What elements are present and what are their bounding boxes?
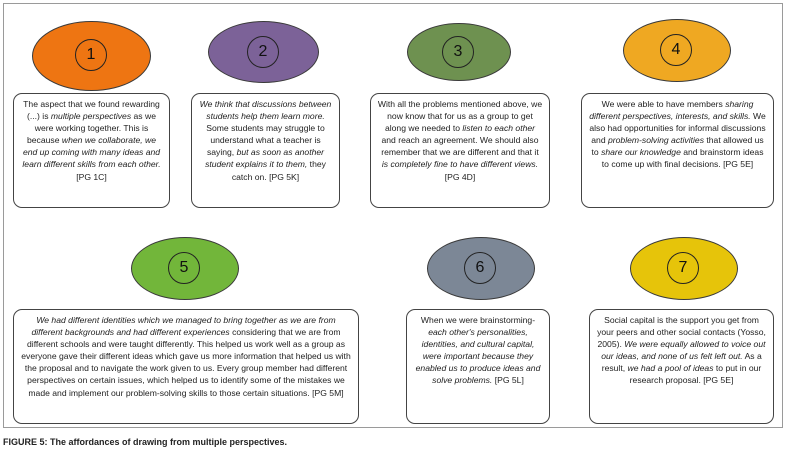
figure-frame bbox=[3, 3, 783, 428]
quote-emphasis: sharing different perspectives, interests, and skills. bbox=[589, 99, 754, 122]
node-3-number: 3 bbox=[442, 36, 474, 68]
quote-emphasis: each other's personalities, identities, and cultural capital, were important because they enabled us to produce ideas and solve problems. bbox=[415, 327, 541, 386]
quote-text: We were able to have members bbox=[601, 99, 726, 109]
quote-text: When we were brainstorming- bbox=[420, 315, 536, 325]
quote-text: Social capital is the support you get from your peers and other social contacts (Yosso, 2005). bbox=[597, 315, 766, 350]
node-6-ellipse bbox=[427, 237, 535, 300]
quote-text: With all the problems mentioned above, we now know that for us as a group to get along we needed to bbox=[377, 99, 543, 134]
quote-text: as we were working together. This is because bbox=[27, 111, 156, 146]
node-7-number: 7 bbox=[667, 252, 699, 284]
node-4-number: 4 bbox=[660, 34, 692, 66]
node-6-number: 6 bbox=[464, 252, 496, 284]
node-1-number: 1 bbox=[75, 39, 107, 71]
node-6-quote bbox=[406, 309, 550, 424]
quote-emphasis: listen to each other bbox=[462, 123, 536, 134]
node-4-ellipse bbox=[623, 19, 731, 82]
quote-text: We also had opportunities for informal discussions and bbox=[589, 111, 766, 146]
node-3-quote bbox=[370, 93, 550, 208]
quote-emphasis: is completely fine to have different views. bbox=[381, 159, 539, 170]
node-4-quote bbox=[581, 93, 774, 208]
quote-emphasis: problem-solving activities bbox=[608, 135, 704, 146]
node-2-ellipse bbox=[208, 21, 319, 83]
node-5-ellipse bbox=[131, 237, 239, 300]
quote-text: and brainstorm ideas to come up with final decisions. [PG 5E] bbox=[601, 147, 764, 170]
quote-emphasis: multiple perspectives bbox=[50, 111, 132, 122]
quote-text: they catch on. [PG 5K] bbox=[231, 159, 326, 182]
quote-emphasis: share our knowledge bbox=[601, 147, 681, 158]
quote-text: The aspect that we found rewarding (...) is bbox=[23, 99, 160, 122]
quote-emphasis: We were equally allowed to voice out our ideas, and none of us felt left out. bbox=[601, 339, 766, 362]
quote-text: considering that we are from different schools and were taught differently. This helped us work well as a group as everyone gave their different ideas which gave us more information that helped us with the proposal and to navigate the work given to us. Every group member had different perspectives on certain issues, which helped us to identify some of the mistakes we made and implement our problem-solving skills to those certain situations. [PG 5M] bbox=[21, 327, 351, 398]
quote-text: As a result, bbox=[601, 351, 762, 374]
node-2-quote bbox=[191, 93, 340, 208]
node-5-quote bbox=[13, 309, 359, 424]
node-2-number: 2 bbox=[247, 36, 279, 68]
node-5-number: 5 bbox=[168, 252, 200, 284]
quote-text: and reach an agreement. We should also remember that we are different and that it bbox=[381, 135, 539, 158]
quote-text: [PG 4D] bbox=[444, 171, 476, 182]
quote-text: [PG 5L] bbox=[492, 375, 524, 386]
quote-emphasis: but as soon as another student explains it to them, bbox=[205, 147, 325, 170]
quote-emphasis: We think that discussions between students help them learn more. bbox=[199, 99, 332, 122]
node-7-quote bbox=[589, 309, 774, 424]
quote-emphasis: We had different identities which we managed to bring together as we are from different backgrounds and had different experiences bbox=[31, 315, 336, 338]
node-1-ellipse bbox=[32, 21, 151, 91]
node-1-quote bbox=[13, 93, 170, 208]
figure-caption: FIGURE 5: The affordances of drawing from multiple perspectives. bbox=[3, 437, 288, 447]
quote-text: to put in our research proposal. [PG 5E] bbox=[629, 363, 762, 386]
quote-text: that allowed us to bbox=[591, 135, 764, 158]
quote-text: Some students may struggle to understand what a teacher is saying, bbox=[206, 123, 325, 158]
quote-text: [PG 1C] bbox=[76, 171, 107, 182]
node-7-ellipse bbox=[630, 237, 738, 300]
node-3-ellipse bbox=[407, 23, 511, 81]
quote-emphasis: when we collaborate, we end up coming with many ideas and learn different skills from each other. bbox=[22, 135, 161, 170]
quote-emphasis: we had a pool of ideas bbox=[627, 363, 714, 374]
